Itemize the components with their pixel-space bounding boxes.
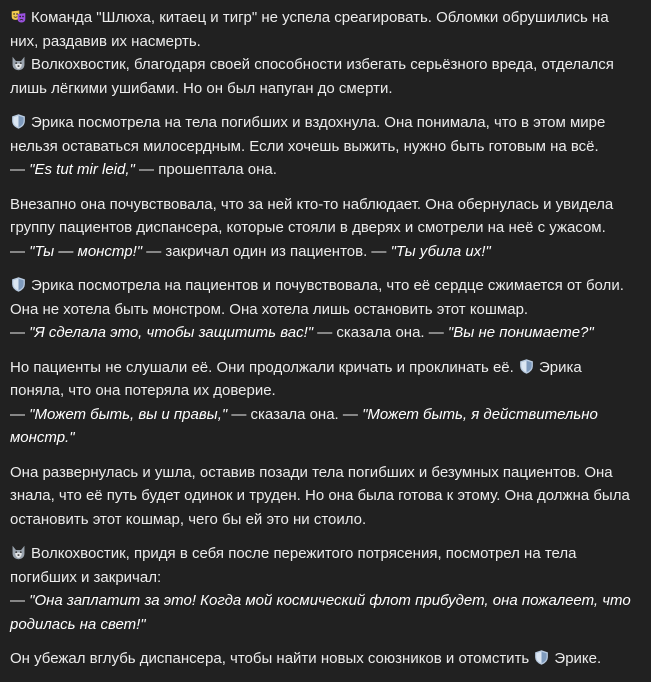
message-paragraph bbox=[10, 461, 640, 532]
narration-text: Волкохвостик, придя в себя после пережитого потрясения, посмотрел на тела bbox=[31, 545, 577, 562]
message-line bbox=[10, 589, 640, 613]
message-line bbox=[10, 135, 640, 159]
message-paragraph bbox=[10, 274, 640, 345]
message-line bbox=[10, 647, 640, 671]
quoted-speech: "Es tut mir leid," bbox=[29, 161, 135, 178]
message-line bbox=[10, 403, 640, 450]
message-line bbox=[10, 77, 640, 101]
quoted-speech: "Ты убила их!" bbox=[390, 242, 491, 260]
message-line bbox=[10, 484, 640, 508]
narration-text: Волкохвостик, благодаря своей способности избегать серьёзного вреда, отделался bbox=[31, 56, 614, 73]
quoted-speech: "Она заплатит за это! Когда мой космический флот прибудет, она пожалеет, что bbox=[29, 592, 631, 609]
message-line bbox=[10, 379, 640, 403]
wolf-face-icon bbox=[10, 544, 27, 561]
quoted-speech: "Может быть, вы и правы," bbox=[29, 405, 228, 423]
narration-text: — закричал один из пациентов. — bbox=[142, 242, 391, 260]
narration-text: — bbox=[10, 324, 30, 341]
narration-text: Эрика посмотрела на пациентов и почувствовала, что её сердце сжимается от боли. bbox=[31, 277, 624, 294]
narration-text: остановить этот кошмар, чего бы ей это ни стоило. bbox=[10, 510, 367, 528]
message-line bbox=[10, 158, 640, 182]
message-line bbox=[10, 566, 640, 590]
narration-text: знала, что её путь будет одинок и труден. Но она была готова к этому. Она должна была bbox=[10, 487, 630, 504]
quoted-speech: "Ты — монстр!" bbox=[29, 242, 143, 260]
narration-text: — bbox=[10, 592, 30, 609]
narration-text: Команда "Шлюха, китаец и тигр" не успела среагировать. Обломки обрушились на bbox=[31, 9, 609, 26]
message-line bbox=[10, 6, 640, 30]
message-line bbox=[10, 508, 640, 532]
message-paragraph bbox=[10, 111, 640, 182]
narration-text: поняла, что она потеряла их доверие. bbox=[10, 382, 276, 399]
quoted-speech: родилась на свет!" bbox=[10, 615, 146, 633]
message-paragraph bbox=[10, 647, 640, 671]
narration-text: Внезапно она почувствовала, что за ней кто-то наблюдает. Она обернулась и увидела bbox=[10, 195, 614, 213]
message-line bbox=[10, 30, 640, 54]
message-line bbox=[10, 321, 640, 345]
message-line bbox=[10, 461, 640, 485]
performing-arts-mask-icon bbox=[10, 8, 27, 25]
quoted-speech: "Может быть, я действительно монстр." bbox=[10, 405, 598, 446]
narration-text: погибших и закричал: bbox=[10, 568, 162, 586]
message-line bbox=[10, 240, 640, 264]
narration-text: — прошептала она. bbox=[134, 161, 277, 178]
shield-icon bbox=[533, 649, 550, 666]
message-line bbox=[10, 53, 640, 77]
narration-text: лишь лёгкими ушибами. Но он был напуган до смерти. bbox=[10, 79, 393, 97]
message-paragraph bbox=[10, 193, 640, 264]
chat-message bbox=[10, 6, 640, 682]
message-line bbox=[10, 193, 640, 217]
message-line bbox=[10, 356, 640, 380]
quoted-speech: "Вы не понимаете?" bbox=[447, 324, 594, 341]
narration-text: Но пациенты не слушали её. Они продолжали кричать и проклинать её. bbox=[10, 358, 518, 376]
message-paragraph bbox=[10, 356, 640, 450]
narration-text: них, раздавив их насмерть. bbox=[10, 32, 201, 50]
narration-text: — bbox=[10, 161, 30, 178]
wolf-face-icon bbox=[10, 55, 27, 72]
quoted-speech: "Я сделала это, чтобы защитить вас!" bbox=[29, 324, 314, 341]
shield-icon bbox=[518, 358, 535, 375]
shield-icon bbox=[10, 276, 27, 293]
narration-text: Эрика bbox=[538, 358, 582, 376]
narration-text: Эрике. bbox=[554, 650, 602, 667]
message-line bbox=[10, 298, 640, 322]
message-line bbox=[10, 216, 640, 240]
narration-text: — bbox=[10, 242, 30, 260]
narration-text: Эрика посмотрела на тела погибших и вздохнула. Она понимала, что в этом мире bbox=[31, 114, 606, 131]
message-line bbox=[10, 542, 640, 566]
message-paragraph bbox=[10, 6, 640, 100]
message-line bbox=[10, 111, 640, 135]
narration-text: нельзя оставаться милосердным. Если хочешь выжить, нужно быть готовым на всё. bbox=[10, 137, 599, 155]
shield-icon bbox=[10, 113, 27, 130]
message-paragraph bbox=[10, 542, 640, 636]
message-line bbox=[10, 613, 640, 637]
narration-text: — сказала она. — bbox=[227, 405, 363, 423]
narration-text: — сказала она. — bbox=[313, 324, 448, 341]
narration-text: — bbox=[10, 405, 30, 423]
narration-text: группу пациентов диспансера, которые стояли в дверях и смотрели на неё с ужасом. bbox=[10, 219, 606, 236]
message-line bbox=[10, 274, 640, 298]
narration-text: Он убежал вглубь диспансера, чтобы найти новых союзников и отомстить bbox=[10, 650, 534, 667]
narration-text: Она не хотела быть монстром. Она хотела лишь остановить этот кошмар. bbox=[10, 300, 529, 318]
narration-text: Она развернулась и ушла, оставив позади тела погибших и безумных пациентов. Она bbox=[10, 463, 613, 481]
